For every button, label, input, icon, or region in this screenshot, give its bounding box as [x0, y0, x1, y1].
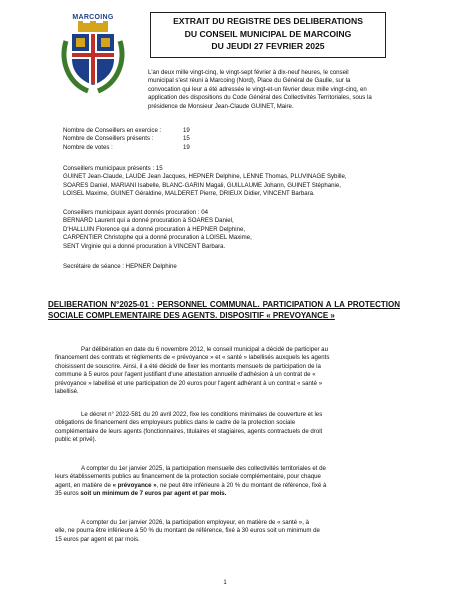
body-text-bold: soit un minimum de 7 euros par agent et par mois. — [80, 490, 227, 498]
body-line: complémentaire de leurs agents (fonctionnaires, titulaires et stagiaires, agents contractuels de droit — [55, 427, 323, 435]
procuration-line: BERNARD Laurent qui a donné procuration à SOARES Daniel, — [63, 217, 234, 225]
count-row — [63, 127, 263, 135]
header-line-2: DU CONSEIL MUNICIPAL DE MARCOING — [184, 28, 352, 39]
present-members — [63, 165, 403, 199]
present-line: SOARES Daniel, MARIANI Isabelle, BLANC-GARIN Magali, GUILLAUME Johann, GUINET Stéphanie, — [63, 181, 341, 189]
intro-line: convocation qui leur a été adressée le vingt-et-un février deux mille vingt-cinq, en — [148, 85, 367, 93]
intro-line: L'an deux mille vingt-cinq, le vingt-sept février à dix-neuf heures, le conseil — [148, 69, 349, 76]
body-paragraph-2 — [55, 411, 395, 445]
present-line: LOISEL Maxime, GUINET Géraldine, MALDERET Pierre, DRIEUX Didier, VINCENT Barbara. — [63, 190, 315, 198]
body-line: prévoyance » labellisé et une participation de 20 euros pour l'agent adhérant à un contrat « santé » — [55, 379, 323, 387]
body-line — [55, 490, 395, 498]
crest-town-label: MARCOING — [72, 14, 114, 21]
body-line: elle, ne pourra être inférieure à 50 % du montant de référence, fixé à 30 euros soit un minimum de — [55, 527, 320, 535]
town-crest — [58, 14, 128, 98]
procuration-line: SENT Virginie qui a donné procuration à VINCENT Barbara. — [63, 242, 226, 250]
intro-line: application des dispositions du Code Général des Collectivités Territoriales, sous la — [148, 94, 372, 102]
count-label: Nombre de Conseillers présents : — [63, 135, 154, 143]
body-text: , ne peut être inférieure à 20 % du montant de référence, fixé à — [156, 481, 327, 489]
body-line: A compter du 1er janvier 2025, la participation mensuelle des collectivités territoriales et de — [81, 465, 326, 472]
member-counts — [63, 127, 263, 152]
procuration-line: D'HALLUIN Florence qui a donné procuration à HEPNER Delphine, — [63, 225, 246, 233]
body-line: Par délibération en date du 6 novembre 2012, le conseil municipal a décidé de participer au — [81, 346, 328, 353]
count-row — [63, 144, 263, 152]
present-heading: Conseillers municipaux présents : 15 — [63, 165, 163, 172]
body-line: public et privé). — [55, 436, 97, 444]
header-line-1: EXTRAIT DU REGISTRE DES DELIBERATIONS — [173, 16, 363, 26]
body-paragraph-3 — [55, 465, 395, 499]
present-line: GUINET Jean-Claude, LAUDE Jean Jacques, HEPNER Delphine, LENNE Thomas, PLUVINAGE Sybille, — [63, 173, 347, 181]
body-line: obligations de financement des employeurs publics dans le cadre de la protection sociale — [55, 419, 296, 427]
body-line: 15 euros par agent et par mois. — [55, 535, 140, 543]
crest-shield-icon — [58, 21, 128, 95]
register-header — [150, 12, 386, 58]
session-secretary: Secrétaire de séance : HEPNER Delphine — [63, 263, 177, 270]
procuration-line: CARPENTIER Christophe qui a donné procuration à LOISEL Maxime, — [63, 234, 252, 242]
count-row — [63, 135, 263, 143]
body-text: 35 euros — [55, 490, 79, 498]
count-value: 19 — [183, 143, 190, 151]
page-number: 1 — [223, 580, 227, 586]
body-line: Le décret n° 2022-581 du 20 avril 2022, fixe les conditions minimales de couverture et les — [81, 411, 323, 418]
deliberation-title: DELIBERATION N°2025-01 : PERSONNEL COMMUNAL. PARTICIPATION A LA PROTECTION SOCIALE COMPLEMENTAIRE DES AGENTS. DISPOSITIF « PREVOYANCE » — [48, 300, 400, 320]
body-paragraph-1 — [55, 346, 395, 396]
body-paragraph-4 — [55, 519, 395, 544]
body-text-bold: « prévoyance » — [112, 481, 157, 489]
body-line: commune à 5 euros pour l'agent justifiant d'une attestation annuelle d'adhésion à un contrat de « — [55, 371, 316, 379]
count-label: Nombre de Conseillers en exercice : — [63, 127, 162, 134]
intro-line: municipal s'est réuni à Marcoing (Nord), Place du Général de Gaulle, sur la — [148, 77, 351, 85]
count-label: Nombre de votes : — [63, 143, 113, 151]
body-line: financement des contrats et règlements de « prévoyance » et « santé » labellisés auxquels les agents — [55, 354, 330, 362]
body-line: labellisé. — [55, 388, 79, 396]
body-line: A compter du 1er janvier 2026, la participation employeur, en matière de « santé », à — [81, 519, 309, 526]
count-value: 15 — [183, 135, 190, 143]
body-line: choisissent de souscrire. Ainsi, il a été décidé de fixer les montants mensuels de participation de la — [55, 362, 321, 370]
count-value: 19 — [183, 127, 190, 134]
procurations — [63, 209, 393, 251]
intro-line: présidence de Monsieur Jean-Claude GUINET, Maire. — [148, 102, 294, 110]
body-text: agent, en matière de — [55, 481, 111, 489]
body-line — [55, 482, 395, 490]
header-line-3: DU JEUDI 27 FEVRIER 2025 — [211, 41, 325, 51]
body-line: leurs établissements publics au financement de la protection sociale complémentaire, pour chaque — [55, 473, 321, 481]
intro-paragraph — [148, 69, 392, 111]
procuration-heading: Conseillers municipaux ayant donnés procuration : 04 — [63, 209, 208, 216]
